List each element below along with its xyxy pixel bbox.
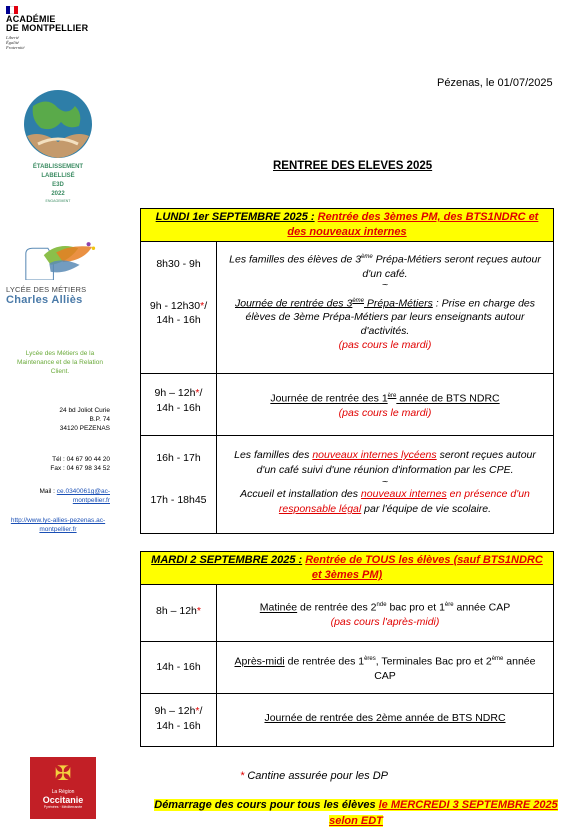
e3d-line4: 2022	[51, 191, 65, 197]
content-line	[217, 389, 553, 406]
document-date: Pézenas, le 01/07/2025	[437, 77, 553, 89]
text: , Terminales Bac pro et 2	[375, 655, 492, 668]
lundi-row3-time	[141, 436, 217, 533]
time-slot: 14h - 16h	[156, 720, 201, 732]
mardi-what: Rentrée de TOUS les élèves (sauf BTS1NDRC et 3èmes PM)	[305, 554, 543, 581]
text: de rentrée des 1	[284, 655, 365, 668]
time-slot-a: 9h - 12h30	[149, 300, 201, 312]
mardi-row2-content	[217, 642, 553, 693]
text: Journée de rentrée des 3	[234, 297, 353, 309]
no-class-note: (pas cours le mardi)	[338, 406, 432, 419]
region-occitanie-logo	[30, 757, 96, 819]
mardi-row3-content	[217, 694, 553, 746]
region-line2: Occitanie	[42, 795, 84, 805]
mardi-row1-time	[141, 585, 217, 641]
republic-motto	[6, 35, 116, 50]
text: année CAP	[453, 601, 511, 614]
region-line1: La Région	[51, 789, 75, 795]
time-slot-a: 9h – 12h	[154, 705, 196, 717]
lycee-mail	[10, 487, 110, 505]
text: année CAP	[374, 655, 536, 682]
sup: ère	[387, 393, 397, 399]
text: nouveaux internes	[360, 488, 447, 500]
start-text-a: Démarrage des cours pour tous les élèves	[154, 799, 379, 811]
academie-logo	[6, 6, 116, 50]
star-mark: *	[240, 770, 245, 782]
text: Les familles des	[234, 449, 313, 461]
content-line	[225, 448, 545, 478]
e3d-line2: LABELLISÉ	[41, 173, 75, 179]
text: responsable légal	[278, 503, 362, 515]
occitan-cross-icon: ✠	[54, 763, 72, 785]
lundi-row1-content	[217, 242, 553, 373]
lycee-address	[20, 406, 110, 433]
tilde: ~	[381, 476, 389, 488]
star-mark: *	[196, 605, 201, 617]
text: année de BTS NDRC	[396, 392, 500, 405]
phone-tel: Tél : 04 67 90 44 20	[52, 456, 110, 463]
mardi-header	[141, 552, 553, 585]
sup: ème	[361, 254, 373, 260]
mardi-schedule	[140, 551, 554, 747]
earth-hands-icon	[13, 86, 103, 162]
start-edt: selon EDT	[329, 815, 383, 827]
time-slot: 14h - 16h	[156, 402, 201, 414]
cantine-text: Cantine assurée pour les DP	[247, 770, 388, 782]
motto-fraternite: Fraternité	[6, 45, 25, 50]
mardi-row-bts2	[141, 694, 553, 746]
time-slot-a: 9h – 12h	[154, 387, 196, 399]
mardi-row3-time	[141, 694, 217, 746]
text: bac pro et 1	[386, 601, 445, 614]
phone-fax: Fax : 04 67 98 34 52	[50, 465, 110, 472]
address-street: 24 bd Joliot Curie	[59, 407, 110, 414]
text: par l'équipe de vie scolaire.	[361, 503, 492, 515]
lycee-logo-line1: LYCÉE DES MÉTIERS	[6, 285, 87, 294]
e3d-label-logo	[12, 86, 104, 203]
e3d-line3: E3D	[52, 182, 64, 188]
content-line	[225, 487, 545, 517]
address-city: 34120 PEZENAS	[59, 425, 110, 432]
sup: ème	[352, 297, 364, 304]
lundi-day: LUNDI 1er SEPTEMBRE 2025 :	[155, 211, 315, 223]
lycee-description: Lycée des Métiers de la Maintenance et de la Relation Client.	[16, 350, 103, 375]
lundi-row-bts1	[141, 374, 553, 436]
text: nouveaux internes lycéens	[312, 449, 437, 461]
mail-link[interactable]: ce.0340061g@ac-montpellier.fr	[56, 488, 110, 504]
content-line	[217, 598, 553, 615]
content-line: Journée de rentrée des 2ème année de BTS NDRC	[264, 712, 506, 724]
text: de rentrée des 2	[297, 601, 377, 614]
mardi-row1-content	[217, 585, 553, 641]
course-start-note	[150, 797, 562, 829]
text: Matinée	[259, 601, 298, 614]
time-sep: /	[204, 300, 208, 312]
star-mark: *	[200, 300, 205, 312]
lundi-row2-time	[141, 374, 217, 435]
e3d-line5: ENGAGEMENT	[45, 199, 71, 203]
cantine-note	[240, 770, 388, 782]
content-line	[223, 294, 547, 339]
no-class-note: (pas cours le mardi)	[338, 339, 432, 351]
sup: ère	[444, 602, 454, 608]
content-line	[223, 652, 547, 683]
lundi-row2-content	[217, 374, 553, 435]
text: Prépa-Métiers seront reçues autour d'un café.	[362, 253, 541, 280]
text: Prépa-Métiers	[364, 297, 433, 309]
lycee-website	[4, 516, 112, 534]
time-slot: 14h - 16h	[156, 314, 201, 326]
time-slot: 14h - 16h	[156, 661, 201, 673]
time-sep: /	[199, 387, 203, 399]
website-link[interactable]: http://www.lyc-allies-pezenas.ac-montpellier.fr	[10, 517, 106, 533]
mardi-row-1eres	[141, 642, 553, 694]
star-mark: *	[195, 705, 200, 717]
text: seront reçues autour d'un café suivi d'une réunion d'information par les CPE.	[256, 449, 536, 476]
time-slot	[141, 605, 216, 617]
text: en présence d'un	[446, 488, 530, 500]
lundi-row1-time	[141, 242, 217, 373]
text: Après-midi	[234, 655, 285, 668]
mardi-row-2nde	[141, 585, 553, 642]
time-slot	[141, 300, 216, 312]
sup: ème	[491, 656, 504, 662]
content-line	[223, 250, 547, 281]
lundi-row-3pm	[141, 242, 553, 374]
motto-liberte: Liberté	[6, 35, 19, 40]
text: Les familles des élèves de 3	[229, 253, 362, 266]
lycee-leaf-icon	[6, 240, 116, 280]
text: Journée de rentrée des 1	[270, 392, 388, 405]
start-date: le MERCREDI 3 SEPTEMBRE 2025	[378, 799, 558, 811]
time-slot: 16h - 17h	[156, 452, 201, 464]
time-sep: /	[199, 705, 203, 717]
text: : Prise en charge des élèves de 3ème Prépa-Métiers par leurs enseignants autour d'activités.	[245, 297, 535, 337]
lundi-schedule	[140, 208, 554, 534]
time-slot	[141, 387, 216, 399]
sup: nde	[376, 602, 387, 608]
mardi-day: MARDI 2 SEPTEMBRE 2025 :	[151, 554, 303, 566]
time-slot: 17h - 18h45	[150, 494, 207, 506]
time-slot-a: 8h – 12h	[156, 605, 197, 617]
mardi-row2-time	[141, 642, 217, 693]
star-mark: *	[195, 387, 200, 399]
lycee-logo	[6, 240, 116, 306]
academie-name-line1: ACADÉMIE	[6, 14, 56, 24]
no-class-note: (pas cours l'après-midi)	[330, 615, 440, 628]
lycee-logo-line2: Charles Alliès	[6, 294, 83, 306]
time-slot	[141, 705, 216, 717]
address-bp: B.P. 74	[89, 416, 110, 423]
lycee-phones	[20, 455, 110, 473]
lundi-what: Rentrée des 3èmes PM, des BTS1NDRC et des nouveaux internes	[287, 211, 539, 238]
e3d-line1: ÉTABLISSEMENT	[32, 164, 84, 170]
text: Accueil et installation des	[240, 488, 361, 500]
sup: ères	[364, 656, 376, 662]
republique-flag-icon	[6, 6, 18, 14]
time-slot: 8h30 - 9h	[156, 258, 201, 270]
lundi-header	[141, 209, 553, 242]
motto-egalite: Égalité	[6, 40, 19, 45]
mail-label: Mail :	[39, 488, 55, 495]
region-line3: Pyrénées · Méditerranée	[43, 805, 83, 809]
academie-name-line2: DE MONTPELLIER	[6, 23, 89, 33]
page-title: RENTREE DES ELEVES 2025	[273, 160, 433, 172]
lundi-row3-content	[217, 436, 553, 533]
lundi-row-internes	[141, 436, 553, 533]
tilde: ~	[381, 278, 389, 291]
